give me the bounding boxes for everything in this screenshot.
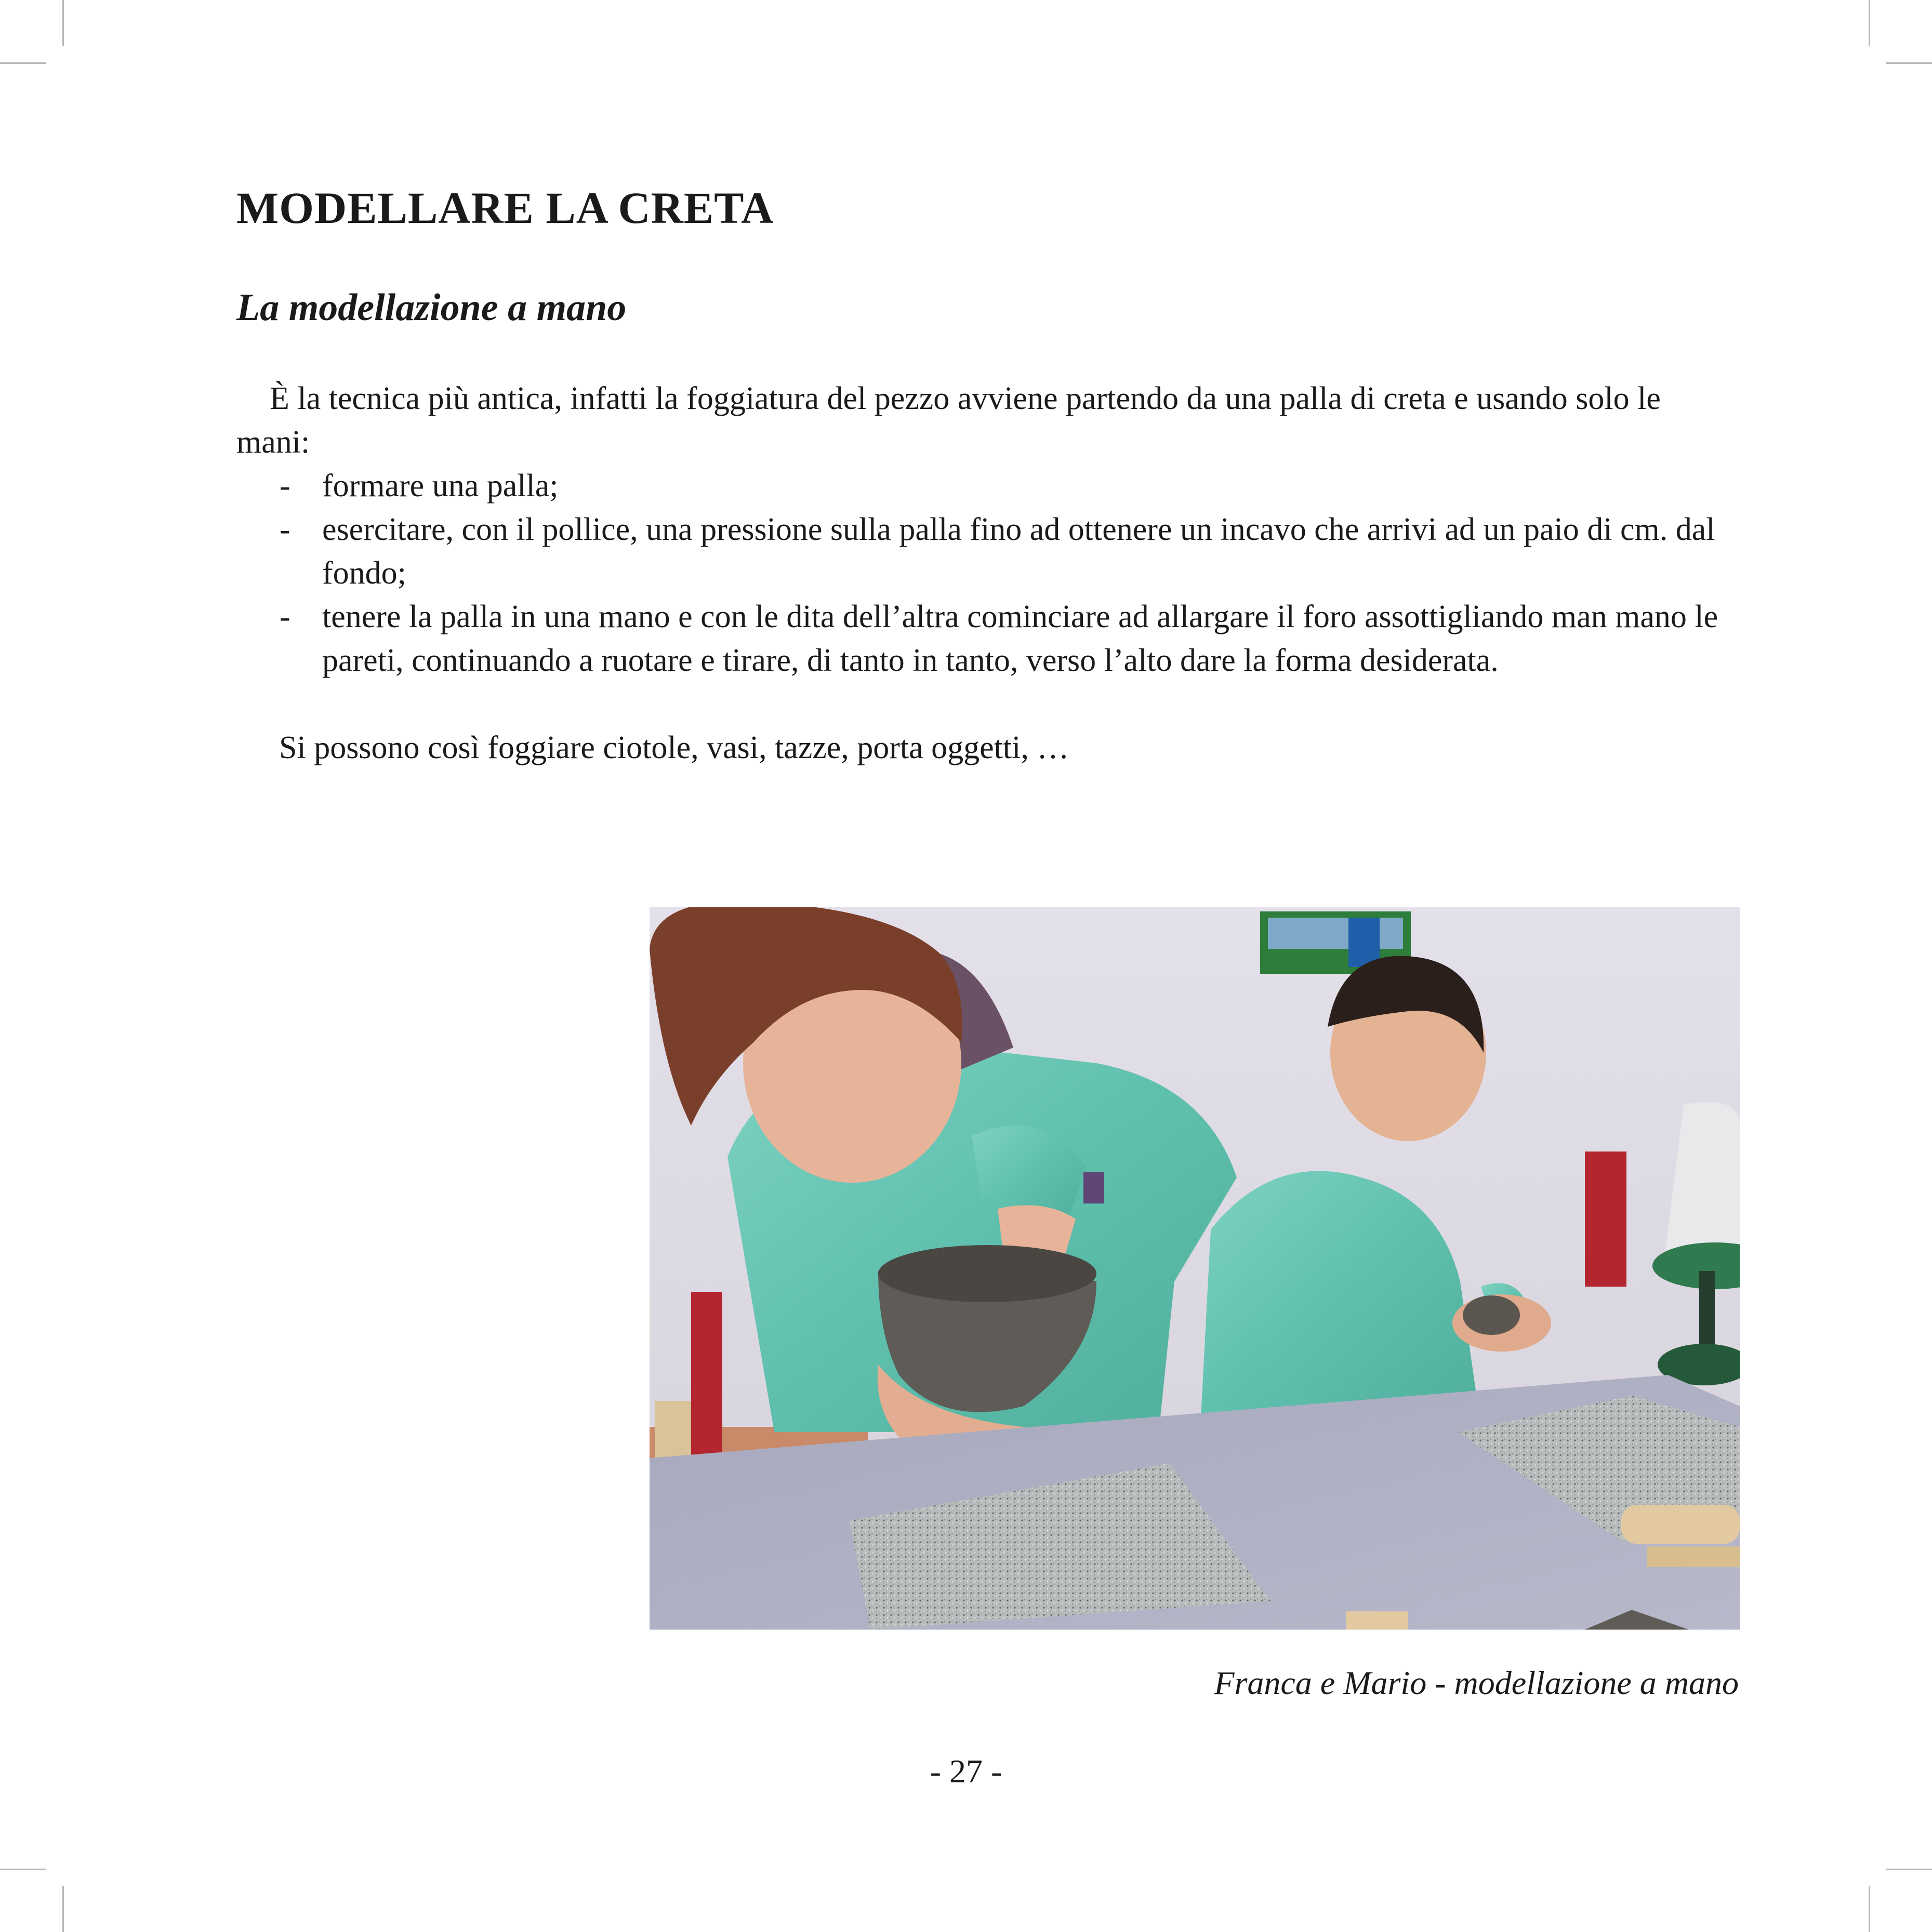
body-text: [236, 377, 1738, 770]
crop-mark: [62, 0, 64, 46]
steps-list: [236, 464, 1738, 682]
crop-mark: [1886, 62, 1932, 64]
list-item: - tenere la palla in una mano e con le dita dell’altra cominciare ad allargare il foro assottigliando man mano le pareti, continuando a ruotare e tirare, di tanto in tanto, verso l’alto dare la forma desiderata.: [322, 595, 1738, 682]
crop-mark: [1886, 1869, 1932, 1870]
list-item: - esercitare, con il pollice, una pressione sulla palla fino ad ottenere un incavo che arrivi ad un paio di cm. dal fondo;: [322, 508, 1738, 595]
page-title: MODELLARE LA CRETA: [236, 183, 774, 233]
closing-paragraph: Si possono così foggiare ciotole, vasi, tazze, porta oggetti, …: [279, 730, 1069, 765]
photo-caption: Franca e Mario - modellazione a mano: [1214, 1664, 1739, 1701]
crop-mark: [0, 1869, 46, 1870]
clay-modelling-photo: [650, 907, 1740, 1630]
intro-paragraph: È la tecnica più antica, infatti la foggiatura del pezzo avviene partendo da una palla di creta e usando solo le mani:: [236, 381, 1661, 460]
page-number: - 27 -: [930, 1753, 1002, 1790]
crop-mark: [62, 1886, 64, 1932]
list-item: - formare una palla;: [322, 464, 1738, 508]
section-subtitle: La modellazione a mano: [236, 286, 627, 329]
crop-mark: [1869, 0, 1870, 46]
crop-mark: [0, 62, 46, 64]
crop-mark: [1869, 1886, 1870, 1932]
